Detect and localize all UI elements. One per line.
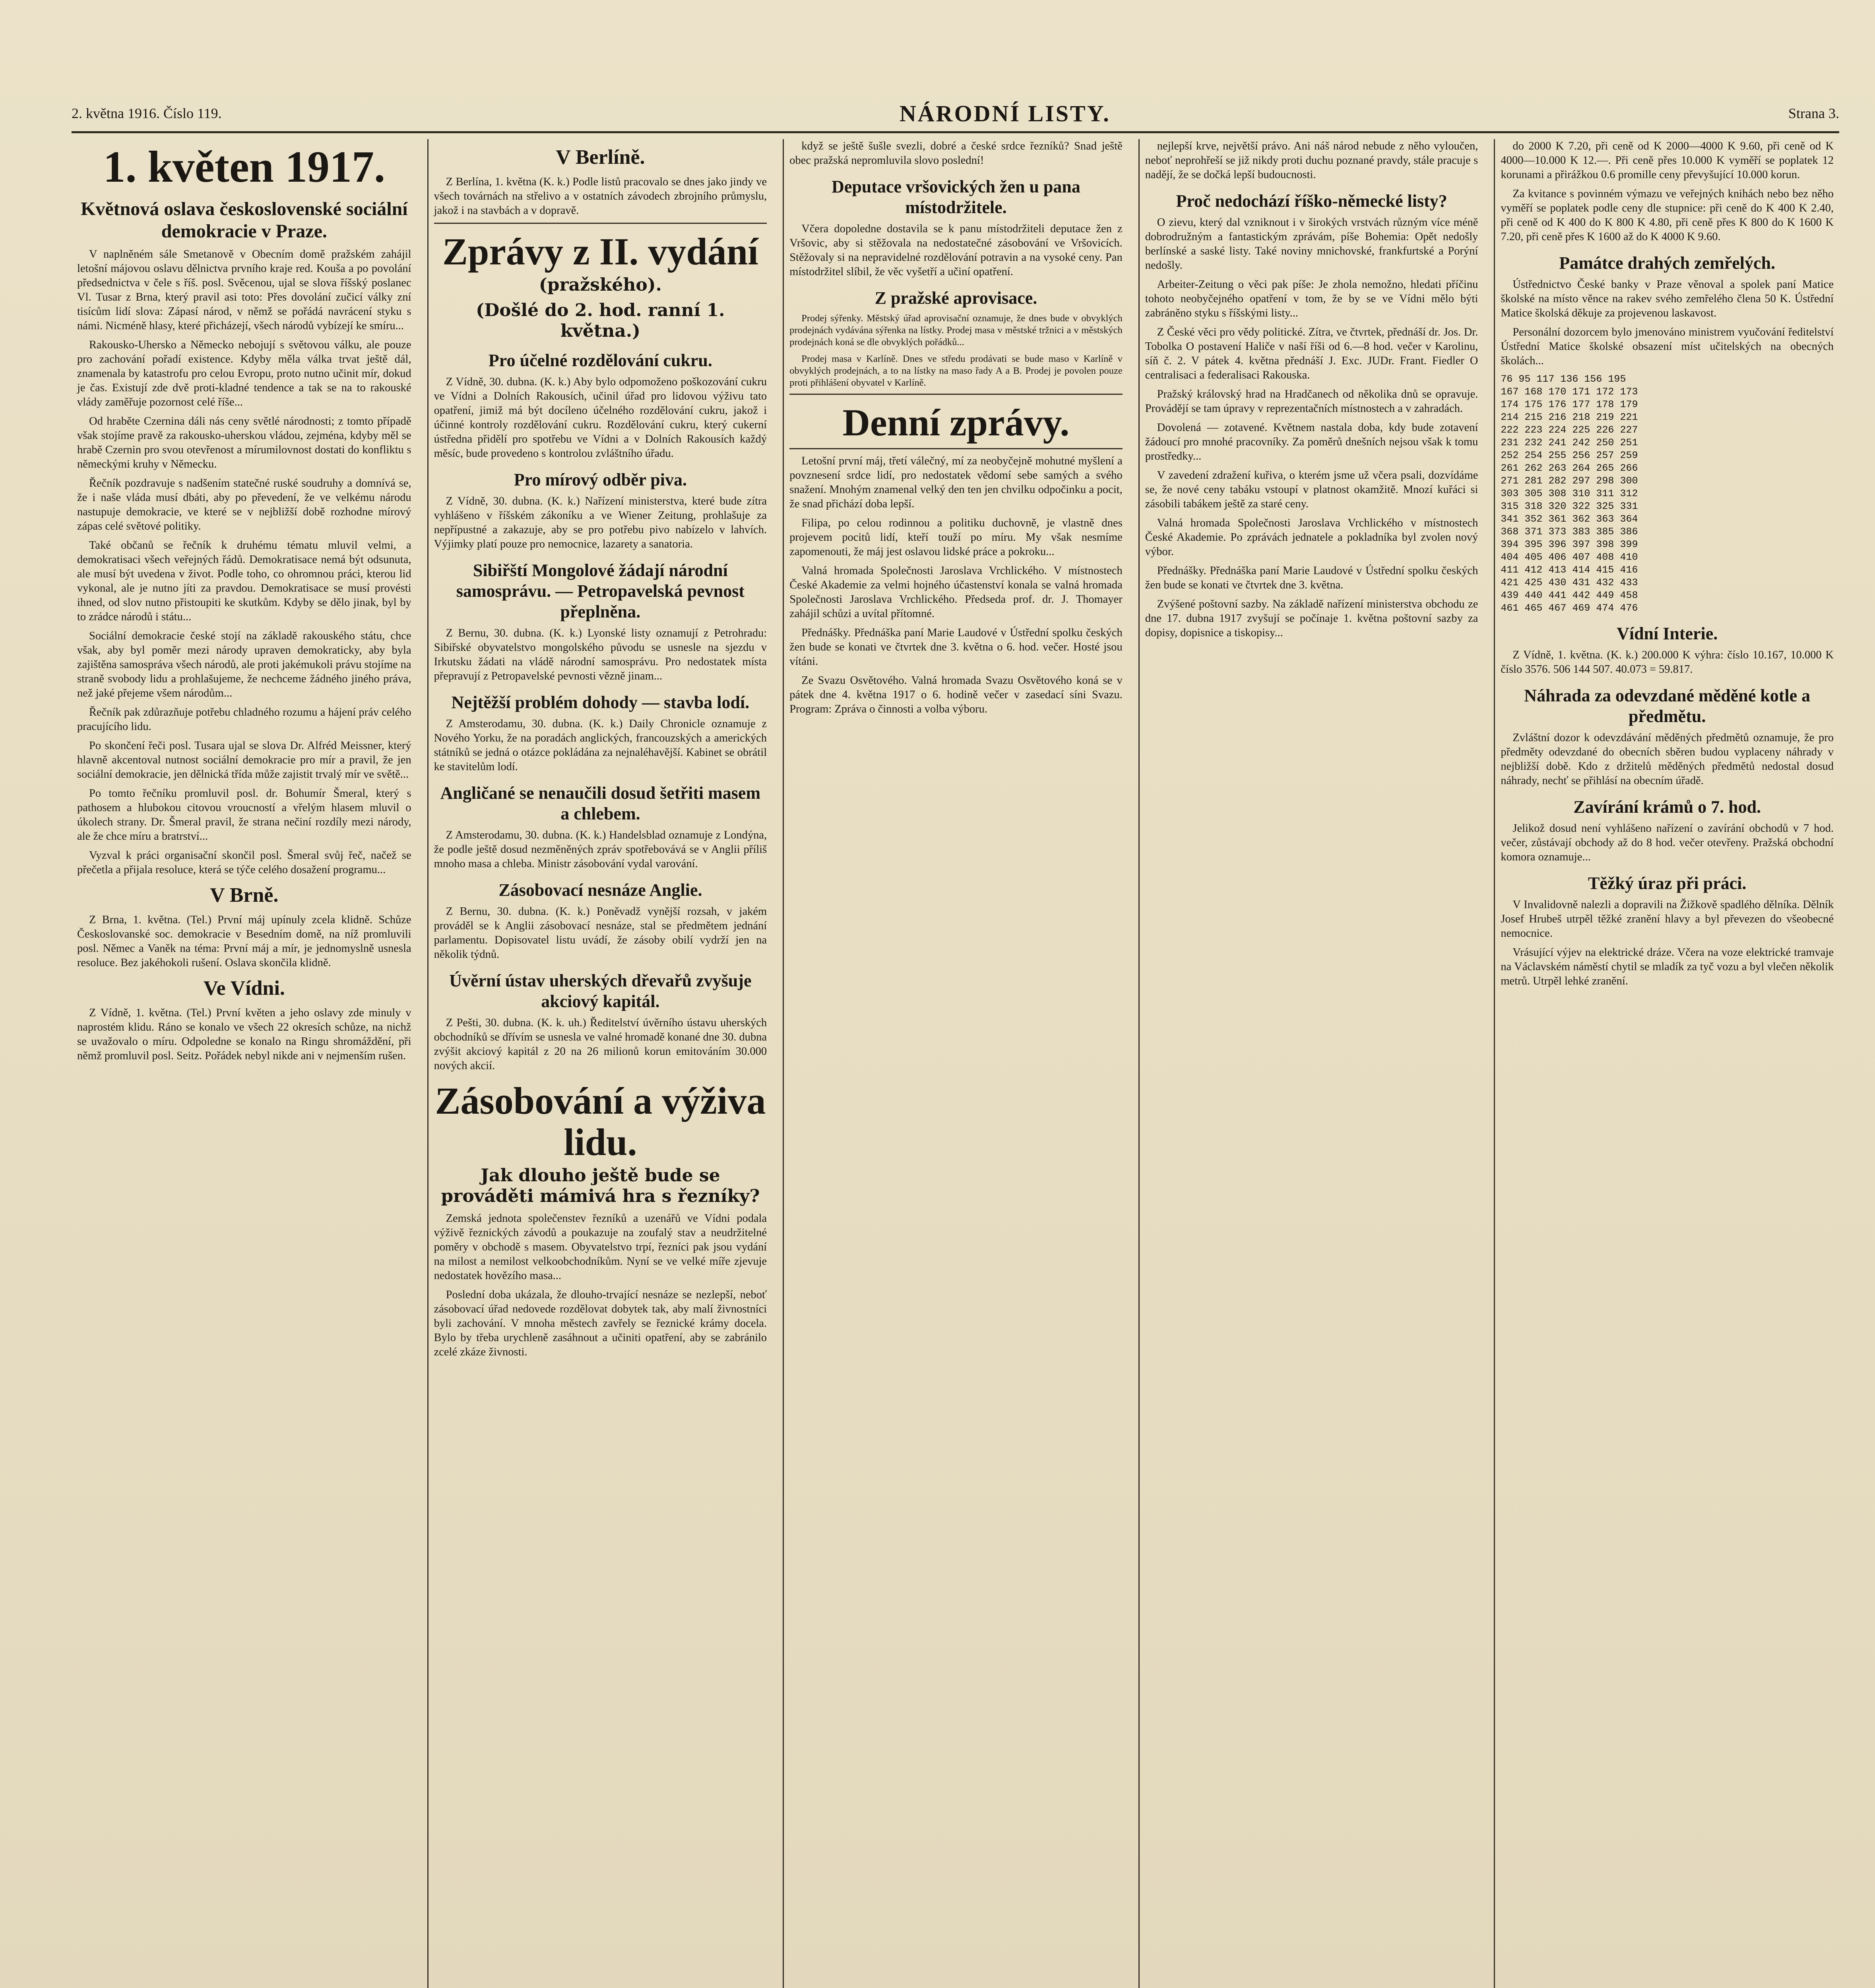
article-head: Památce drahých zemřelých. <box>1559 253 1776 273</box>
article-paragraph: Od hraběte Czernina dáli nás ceny světlé národnosti; z tomto případě však stojíme pravě za rakousko-uherskou vládou, zejména, kdyby měl se hrabě Czernin pro svou otevřenost a mírumilovnost dostati do konfliktu s německými kruhy v Německu. <box>77 415 411 470</box>
columns <box>72 139 1839 1988</box>
article-paragraph: Prodej masa v Karlíně. Dnes ve středu prodávati se bude maso v Karlíně v obvyklých prodejnách, a to na lístky na maso řady A a B. Prodej je povolen pouze proti přihlášení obyvatel v Karlíně. <box>789 353 1123 388</box>
article-paragraph: Zemská jednota společenstev řezníků a uzenářů ve Vídni podala výživě řeznických závodů a poukazuje na zoufalý stav a neudržitelné poměry v obchodě s masem. Obyvatelstvo trpí, řezníci pak jsou vydání na milost a nemilost velkoobchodníkům. Nyní se ve velké míře zjevuje nedostatek hovězího masa... <box>434 1212 767 1282</box>
article-paragraph: Prodej sýřenky. Městský úřad aprovisační oznamuje, že dnes bude v obvyklých prodejnách vydávána sýřenka na lístky. Prodej masa v městské tržnici a v městských prodejnách koná se dle obvyklých pořádků... <box>789 313 1123 348</box>
article-paragraph: Řečník pak zdůrazňuje potřebu chladného rozumu a hájení práv celého pracujícího lidu. <box>77 706 411 733</box>
column-1 <box>72 139 417 1988</box>
article-head: Z pražské aprovisace. <box>874 288 1037 308</box>
article-paragraph: Zvýšené poštovní sazby. Na základě nařízení ministerstva obchodu ze dne 17. dubna 1917 zvyšují se počínaje 1. května poštovní sazby za dopisy, dopisnice a tiskopisy... <box>1145 598 1478 639</box>
article-head: Úvěrní ústav uherských dřevařů zvyšuje akciový kapitál. <box>449 971 752 1011</box>
article-paragraph: Letošní první máj, třetí válečný, mí za neobyčejně mohutné myšlení a povznesení srdce lidí, pro nedostatek vědomí sebe samých a svého snažení. Mnohým znamenal velký den ten jen chvilku odpočinku a pocit, že snad přichází doba lepší. <box>789 455 1123 510</box>
special-edition-note: (Došlé do 2. hod. ranní 1. května.) <box>476 300 725 341</box>
masthead <box>72 95 1839 133</box>
article-paragraph: Poslední doba ukázala, že dlouho-trvající nesnáze se nezlepší, neboť zásobovací úřad nedovede rozdělovat dobytek tak, aby malí živnostníci byli zachování. V mnoha městech zavřely se řeznické krámy docela. Bylo by třeba urychleně zasáhnout a učiniti opatření, aby se zabránilo zcelé zkáze živnosti. <box>434 1289 767 1358</box>
article-paragraph: Vrásující výjev na elektrické dráze. Včera na voze elektrické tramvaje na Václavském náměstí chytil se mladík za tyč vozu a byl vlečen několik metrů. Utrpěl lehké zranění. <box>1501 946 1834 987</box>
article-paragraph: Jelikož dosud není vyhlášeno nařízení o zavírání obchodů v 7 hod. večer, zůstávají obchody až do 8 hod. večer otevřeny. Pražská obchodní komora oznamuje... <box>1501 822 1834 863</box>
article-paragraph: V naplněném sále Smetanově v Obecním domě pražském zahájil letošní májovou oslavu dělnictva prvního kraje red. Kouša a po povolání předsednictva v čele s říš. posl. Svěcenou, ujal se slova říšský poslanec Vl. Tusar z Brna, který pravil asi toto: Přes dovolání zučicí války zní tisícům lidí slova: Zápasí národ, v němž se pořádá navrácení styku s námi. Nicméně hlasy, které přicházejí, všech národů vybízejí ke smíru... <box>77 248 411 332</box>
article-paragraph: O zievu, který dal vzniknout i v širokých vrstvách různým více méně dobrodružným a fantastickým zprávám, píše Bohemia: Opět nedošly berlínské a saské listy. Také noviny mnichovské, frankfurtské a Porýní nedošly. <box>1145 216 1478 272</box>
column-5 <box>1494 139 1839 1988</box>
article-head: Zásobovací nesnáze Anglie. <box>498 880 702 900</box>
divider-rule <box>789 394 1123 395</box>
article-paragraph: do 2000 K 7.20, při ceně od K 2000—4000 K 9.60, při ceně od K 4000—10.000 K 12.—. Při ceně přes 10.000 K vyměří se poplatek 12 korunami a přirážkou 0.6 promille ceny převyšující 10.000 korun. <box>1501 140 1834 181</box>
lottery-number-table: 76 95 117 136 156 195 167 168 170 171 172 173 174 175 176 177 178 179 214 215 216 218 219 221 222 223 224 225 226 227 231 232 241 242 250 251 252 254 255 256 257 259 261 262 263 264 265 266 271 281 282 297 298 300 303 305 308 310 311 312 315 318 320 322 325 331 341 352 361 362 363 364 368 371 373 383 385 386 394 395 396 397 398 399 404 405 406 407 408 410 411 412 413 414 415 416 421 425 430 431 432 433 439 440 441 442 449 458 461 465 467 469 474 476 <box>1501 373 1638 614</box>
article-head: Nejtěžší problém dohody — stavba lodí. <box>451 693 750 712</box>
divider-rule <box>789 448 1123 449</box>
article-paragraph: Filipa, po celou rodinnou a politiku duchovně, je vlastně dnes projevem pocitů lidí, kteří touží po míru. My však nesmíme zapomenouti, že máj jest oslavou lidské práce a pokroku... <box>789 517 1123 558</box>
article-paragraph: V zavedení zdražení kuřiva, o kterém jsme už včera psali, dozvídáme se, že nové ceny tabáku vstoupí v platnost okamžitě. Mnozí kuřáci si zásobili tabákem ještě za staré ceny. <box>1145 469 1478 510</box>
article-paragraph: Z Vídně, 1. května. (K. k.) 200.000 K výhra: číslo 10.167, 10.000 K číslo 3576. 506 144 507. 40.073 = 59.817. <box>1501 649 1834 676</box>
newspaper-title: NÁRODNÍ LISTY. <box>899 100 1111 126</box>
article-paragraph: Z Bernu, 30. dubna. (K. k.) Poněvadž vynější rozsah, v jakém prováděl se k Anglii zásobovací nesnáze, stal se předmětem jednání parlamentu. Dopisovatel listu uvádí, že zásoby obilí vydrží jen na několik týdnů. <box>434 905 767 961</box>
food-supply-deck: Jak dlouho ještě bude se prováděti mámivá hra s řezníky? <box>441 1165 760 1206</box>
article-paragraph: Po skončení řeči posl. Tusara ujal se slova Dr. Alfréd Meissner, který hlavně akcentoval nutnost sociální demokracie pro mír a pravil, že jen sociální demokracie, jen dělnická třída může zajistit trvalý mír ve světě... <box>77 740 411 780</box>
article-head: Deputace vršovických žen u pana místodržitele. <box>832 177 1080 217</box>
article-head: Pro účelné rozdělování cukru. <box>488 351 712 370</box>
headline-may-day: 1. květen 1917. <box>103 142 385 192</box>
column-3 <box>783 139 1128 1988</box>
special-edition-head: Zprávy z II. vydání <box>442 230 758 273</box>
article-paragraph: Valná hromada Společnosti Jaroslava Vrchlického v místnostech České Akademie. Po zprávách jednatele a pokladníka byl zvolen nový výbor. <box>1145 517 1478 558</box>
food-supply-headline: Zásobování a výživa lidu. <box>435 1079 766 1163</box>
article-paragraph: Pražský královský hrad na Hradčanech od několika dnů se opravuje. Provádějí se tam úpravy v reprezentačních místnostech a v zahradách. <box>1145 388 1478 415</box>
column-4 <box>1138 139 1484 1988</box>
article-paragraph: Z Amsterodamu, 30. dubna. (K. k.) Handelsblad oznamuje z Londýna, že podle ještě dosud nezměněných zpráv spotřebovává se v Anglii příliš mnoho masa a chleba. Ministr zásobování vydal varování. <box>434 829 767 870</box>
article-head: Angličané se nenaučili dosud šetřiti masem a chlebem. <box>440 783 761 823</box>
article-paragraph: když se ještě šušle svezli, dobré a české srdce řezníků? Snad ještě obec pražská nepromluvila slovo poslední! <box>789 140 1123 167</box>
article-paragraph: Řečník pozdravuje s nadšením statečné ruské soudruhy a domnívá se, že i naše vláda musí dbáti, aby po převedení, že ve velkému národu nastupuje demokracie, ve které se v nejbližší době rozhodne mírový zápas celé světové politiky. <box>77 477 411 532</box>
article-head: Sibiřští Mongolové žádají národní samosprávu. — Petropavelská pevnost přeplněna. <box>456 561 745 621</box>
article-paragraph: Také občanů se řečník k druhému tématu mluvil velmi, a demokratisaci všech veřejných řádů. Demokratisace nemá být odsunuta, ale musí být uvedena v život. Podle toho, co ohromnou práci, kterou lid vykonal, ale je nutno jíti za pravdou. Demokratisace se musí provésti ihned, od slov nutno přistoupiti ke skutkům. Kdyby se dělo jinak, byl by to zrádce národů i státu... <box>77 539 411 623</box>
article-head: Těžký úraz při práci. <box>1588 874 1747 893</box>
article-paragraph: Z Brna, 1. května. (Tel.) První máj upínuly zcela klidně. Schůze Českoslovanské soc. demokracie v Besedním domě, na níž promluvili posl. Němec a Vaněk na téma: První máj a mír, je jednomyslně usnesla resoluce. Bez jakéhokoli rušení. Oslava skončila klidně. <box>77 914 411 969</box>
divider-rule <box>434 223 767 224</box>
special-edition-sub: (pražského). <box>539 275 662 295</box>
subhead-may-day: Květnová oslava československé sociální demokracie v Praze. <box>80 198 408 242</box>
article-head: Vídní Interie. <box>1617 624 1718 643</box>
article-paragraph: Arbeiter-Zeitung o věci pak píše: Je zhola nemožno, hledati příčinu tohoto neobyčejného opatření v tom, že by se ve Vídni mělo býti zabráněno styku s říšskými listy... <box>1145 278 1478 319</box>
article-paragraph: Rakousko-Uhersko a Německo nebojují s světovou válku, ale pouze pro zachování pořadí existence. Kdyby měla válka trvat ještě dál, znamenala by katastrofu pro celou Evropu, proto nutno učinit mír, dokud je čas. Existují zde dvě proti-kladné tendence a tak se na to rakouské vlády zaměřuje pozornost celé říše... <box>77 339 411 408</box>
article-head: Proč nedochází říško-německé listy? <box>1176 191 1447 211</box>
article-paragraph: Přednášky. Přednáška paní Marie Laudové v Ústřední spolku českých žen bude se konati ve čtvrtek dne 3. května. <box>1145 565 1478 591</box>
article-paragraph: Po tomto řečníku promluvil posl. dr. Bohumír Šmeral, který s pathosem a hlubokou citovou vroucností a vřelým hlasem mluvil o úkolech strany. Dr. Šmeral pravil, že strana nečiní rozdíly mezi národy, ale že chce míru a bratrství... <box>77 787 411 843</box>
article-paragraph: Z Pešti, 30. dubna. (K. k. uh.) Ředitelství úvěrního ústavu uherských obchodníků se dřívím se usnesla ve valné hromadě konané dne 30. dubna zvýšit akciový kapitál z 20 na 26 milionů korun emitováním 30.000 nových akcií. <box>434 1017 767 1072</box>
article-paragraph: Zvláštní dozor k odevzdávání měděných předmětů oznamuje, že pro předměty odevzdané do obecních sběren budou vyplaceny náhrady v nejbližší době. Kdo z držitelů měděných předmětů nedostal dosud náhrady, nechť se přihlásí na obecním úřadě. <box>1501 732 1834 787</box>
article-paragraph: Z Bernu, 30. dubna. (K. k.) Lyonské listy oznamují z Petrohradu: Sibiřské obyvatelstvo mongolského původu se usnesle na sjezdu v Irkutsku žádati na vládě národní samosprávu. Pro nedostatek místa přepravují z Petropavelské pevnosti vězně jinam... <box>434 627 767 682</box>
article-paragraph: Z Amsterodamu, 30. dubna. (K. k.) Daily Chronicle oznamuje z Nového Yorku, že na poradách anglických, francouzských a amerických státníků se jedná o otázce pokládána za nejnaléhavější. Kabinet se obrátil ke stavitelům lodí. <box>434 718 767 773</box>
article-paragraph: Valná hromada Společnosti Jaroslava Vrchlického. V místnostech České Akademie za velmi hojného účastenství konala se valná hromada Společnosti Jaroslava Vrchlického. Předseda prof. dr. J. Thomayer zahájil schůzi a uvítal přítomné. <box>789 565 1123 620</box>
section-head-berlin: V Berlíně. <box>556 146 645 169</box>
article-head: Zavírání krámů o 7. hod. <box>1573 797 1761 817</box>
article-paragraph: Z Vídně, 30. dubna. (K. k.) Nařízení ministerstva, které bude zítra vyhlášeno v říšském zákoníku a ve Wiener Zeitung, prohlašuje za nepřípustné a zakazuje, aby se pro potřebu pivo nabízelo v lahvích. Výjimky platí pouze pro nemocnice, lazarety a sanatoria. <box>434 495 767 550</box>
masthead-date: 2. května 1916. Číslo 119. <box>72 105 222 121</box>
daily-news-headline: Denní zprávy. <box>842 401 1070 444</box>
article-paragraph: Ústřednictvo České banky v Praze věnoval a spolek paní Matice školské na místo věnce na rakev svého zemřelého člena 50 K. Ústřední Matice školská děkuje za projevenou laskavost. <box>1501 278 1834 319</box>
article-head: Náhrada za odevzdané měděné kotle a předmětu. <box>1524 686 1811 726</box>
article-paragraph: Včera dopoledne dostavila se k panu místodržiteli deputace žen z Vršovic, aby si stěžovala na nedostatečné zásobování ve Vršovicích. Stěžovaly si na nepravidelné rozdělování potravin a na vysoké ceny. Pan místodržitel slíbil, že věc vyšetří a učiní opatření. <box>789 223 1123 278</box>
page-number: Strana 3. <box>1788 105 1839 121</box>
column-2 <box>427 139 773 1988</box>
article-paragraph: Vyzval k práci organisační skončil posl. Šmeral svůj řeč, načež se přečetla a přijala resoluce, která se týče celého dosažení programu... <box>77 849 411 876</box>
article-paragraph: V Invalidovně nalezli a dopravili na Žižkově spadlého dělníka. Dělník Josef Hrubeš utrpěl těžké zranění hlavy a byl převezen do všeobecné nemocnice. <box>1501 899 1834 940</box>
article-paragraph: Přednášky. Přednáška paní Marie Laudové v Ústřední spolku českých žen bude se konati ve čtvrtek dne 3. května o 6. hod. večer. Hosté jsou vítáni. <box>789 627 1123 668</box>
article-paragraph: Personální dozorcem bylo jmenováno ministrem vyučování ředitelství Ústřední Matice školské obsazení míst učitelských na obecných školách... <box>1501 326 1834 367</box>
article-paragraph: Dovolená — zotavené. Květnem nastala doba, kdy bude zotavení žádoucí pro mnohé pracovníky. Za poměrů dnešních nejsou však k tomu prostředky... <box>1145 421 1478 462</box>
article-paragraph: Z Berlína, 1. května (K. k.) Podle listů pracovalo se dnes jako jindy ve všech továrnách na střelivo a v ostatních závodech zbrojního průmyslu, jakož i na stavbách a v dopravě. <box>434 176 767 217</box>
article-head: Pro mírový odběr piva. <box>514 470 687 489</box>
article-paragraph: Z České věci pro vědy politické. Zítra, ve čtvrtek, přednáší dr. Jos. Dr. Tobolka O postavení Haliče v naší říši od 6.—8 hod. večer v Karolinu, síň č. 2. V pátek 4. května přednáší J. Exc. JUDr. Frant. Fiedler O centralisaci a federalisaci Rakouska. <box>1145 326 1478 381</box>
article-paragraph: Sociální demokracie české stojí na základě rakouského státu, chce však, aby byl poměr mezi národy upraven demokraticky, aby byla zajištěna samospráva všech národů, ale proti jakémukoli právu stojíme na straně svobody lidu a prohlašujeme, že nechceme žádného jiného práva, než jaké přejeme všem národům... <box>77 630 411 699</box>
article-paragraph: Ze Svazu Osvětového. Valná hromada Svazu Osvětového koná se v pátek dne 4. května 1917 o 6. hodině večer v zasedací síni Svazu. Program: Zpráva o činnosti a volba výboru. <box>789 674 1123 715</box>
article-paragraph: Za kvitance s povinném výmazu ve veřejných knihách nebo bez něho vyměří se poplatek podle ceny dle stupnice: při ceně do K 400 K 2.40, při ceně od K 400 do K 800 K 4.80, při ceně přes K 800 do K 1600 K 7.20, při ceně přes K 1600 až do K 4000 K 9.60. <box>1501 188 1834 243</box>
section-head-vienna: Ve Vídni. <box>203 977 285 1000</box>
article-paragraph: nejlepší krve, největší právo. Ani náš národ nebude z něho vyloučen, neboť neprohřeší se již nikdy proti duchu poznané pravdy, stále pracuje s nadějí, že se dočká lepší budoucnosti. <box>1145 140 1478 181</box>
article-paragraph: Z Vídně, 1. května. (Tel.) První květen a jeho oslavy zde minuly v naprostém klidu. Ráno se konalo ve všech 22 okresích schůze, na nichž se uvažovalo o míru. Odpoledne se konalo na Ringu shromáždění, při němž promluvil posl. Seitz. Pořádek nebyl nikde ani v nejmenším rušen. <box>77 1007 411 1062</box>
article-paragraph: Z Vídně, 30. dubna. (K. k.) Aby bylo odpomoženo poškozování cukru ve Vídni a Dolních Rakousích, učinil úřad pro lidovou výživu tato opatření, jimiž má být docíleno účelného rozdělování cukru, jakož i účinné kontroly rozdělování cukru. Rozdělování cukru, který cukerní ústředna přidělí pro spotřebu ve Vídni a v Dolních Rakousích každý měsíc, bude provedeno s kontrolou zvláštního úřadu. <box>434 376 767 460</box>
section-head-brno: V Brně. <box>210 884 279 907</box>
